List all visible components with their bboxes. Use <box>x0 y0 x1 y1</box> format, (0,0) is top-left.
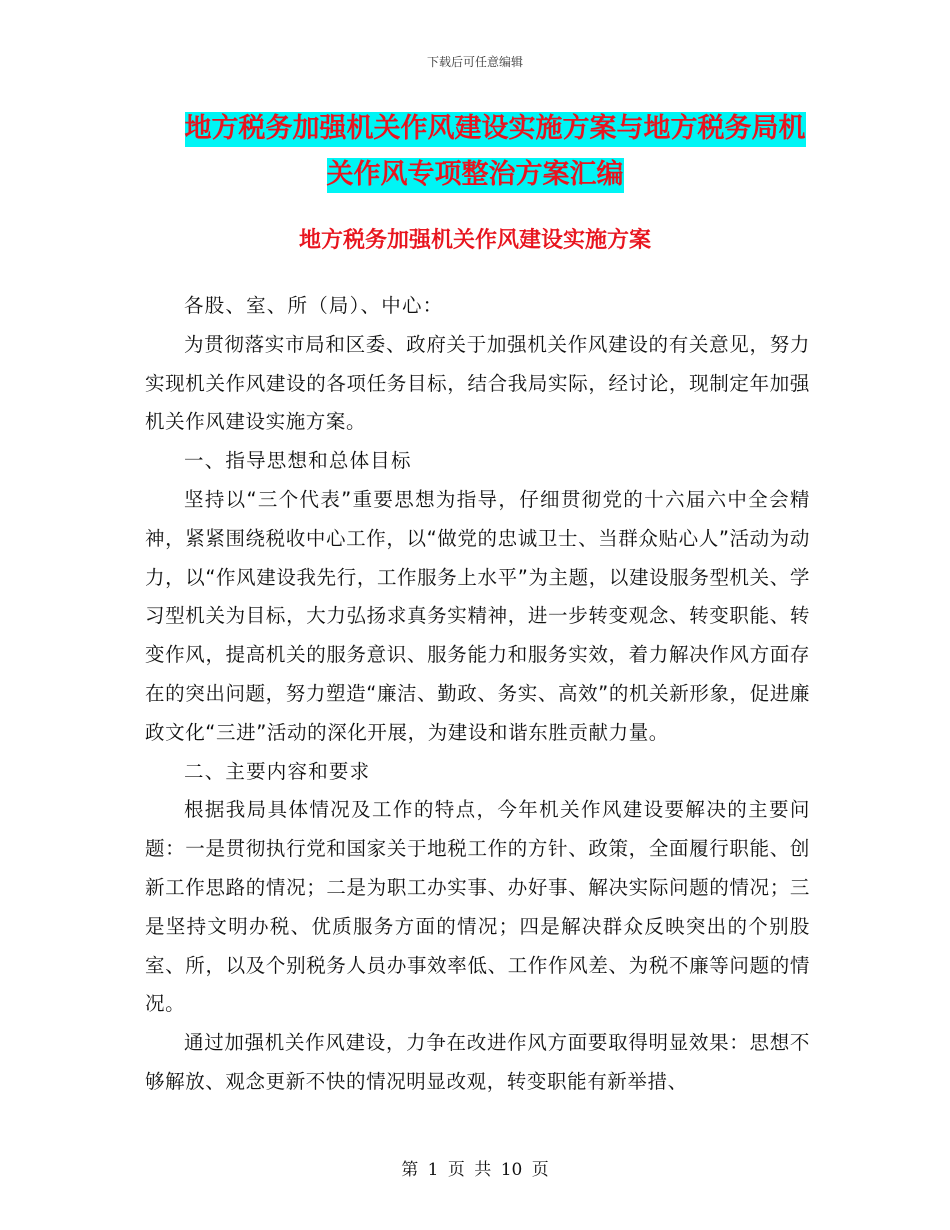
main-content-paragraph: 根据我局具体情况及工作的特点，今年机关作风建设要解决的主要问题：一是贯彻执行党和国家关于地税工作的方针、政策，全面履行职能、创新工作思路的情况；二是为职工办实事、办好事、解决实际问题的情况；三是坚持文明办税、优质服务方面的情况；四是解决群众反映突出的个别股室、所，以及个别税务人员办事效率低、工作作风差、为税不廉等问题的情况。 <box>145 798 810 1016</box>
heading-main-content: 二、主要内容和要求 <box>184 759 371 783</box>
intro-paragraph: 为贯彻落实市局和区委、政府关于加强机关作风建设的有关意见，努力实现机关作风建设的各项任务目标，结合我局实际，经讨论，现制定年加强机关作风建设实施方案。 <box>145 332 810 434</box>
header-note: 下载后可任意编辑 <box>426 55 523 69</box>
section-title: 地方税务加强机关作风建设实施方案 <box>298 227 651 253</box>
effects-paragraph: 通过加强机关作风建设，力争在改进作风方面要取得明显效果：思想不够解放、观念更新不快的情况明显改观，转变职能有新举措、 <box>145 1031 810 1093</box>
title-line-1-text: 地方税务加强机关作风建设实施方案与地方税务局机 <box>185 112 806 147</box>
document-title-line-2 <box>0 158 950 192</box>
page-footer: 第 1 页 共 10 页 <box>401 1160 549 1180</box>
title-line-2-text: 关作风专项整治方案汇编 <box>327 158 624 193</box>
document-body <box>145 287 810 1102</box>
heading-guiding-ideology: 一、指导思想和总体目标 <box>184 449 412 473</box>
salutation-paragraph: 各股、室、所（局）、中心： <box>184 294 444 317</box>
guiding-ideology-paragraph: 坚持以“三个代表”重要思想为指导，仔细贯彻党的十六届六中全会精神，紧紧围绕税收中心工作，以“做党的忠诚卫士、当群众贴心人”活动为动力，以“作风建设我先行，工作服务上水平”为主题，以建设服务型机关、学习型机关为目标，大力弘扬求真务实精神，进一步转变观念、转变职能、转变作风，提高机关的服务意识、服务能力和服务实效，着力解决作风方面存在的突出问题，努力塑造“廉洁、勤政、务实、高效”的机关新形象，促进廉政文化“三进”活动的深化开展，为建设和谐东胜贡献力量。 <box>145 487 810 744</box>
document-title-line-1 <box>0 112 950 146</box>
